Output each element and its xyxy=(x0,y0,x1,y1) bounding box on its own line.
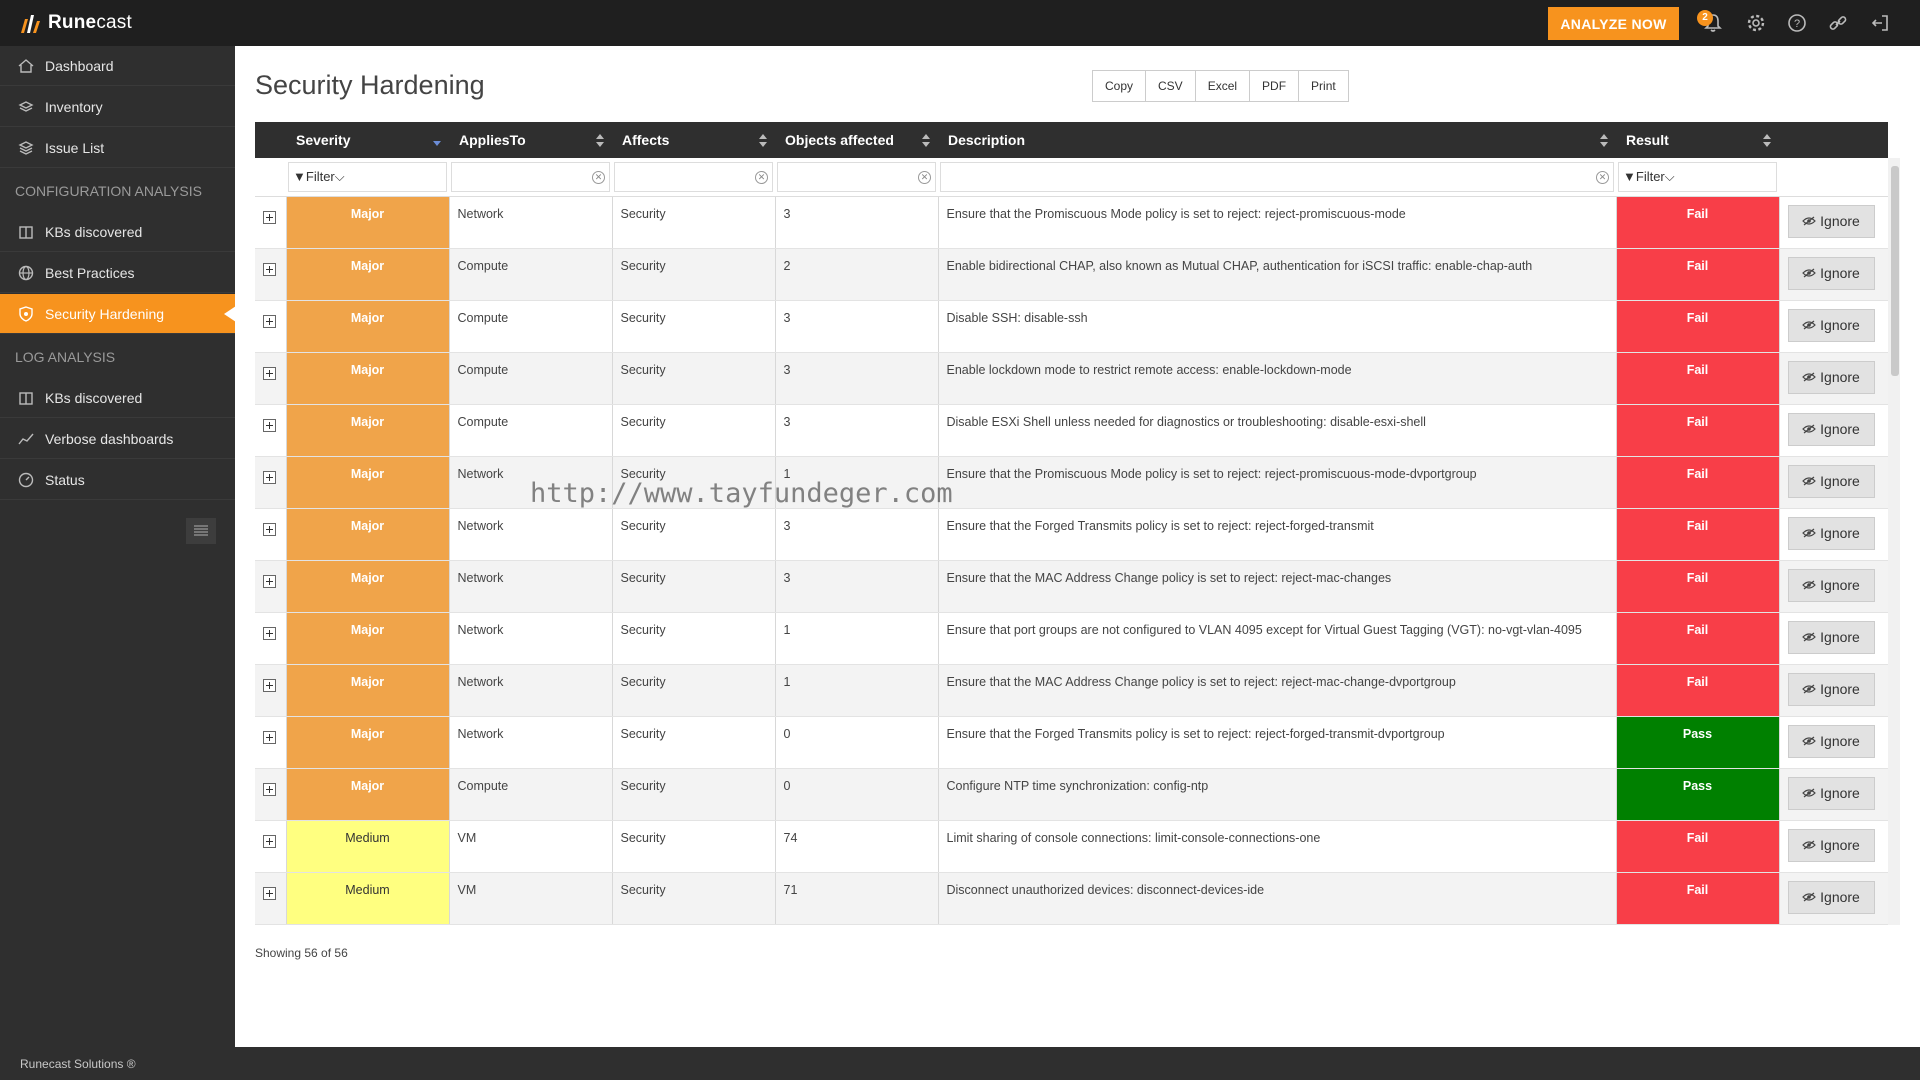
result-cell: Fail xyxy=(1616,248,1779,300)
footer xyxy=(0,1047,1920,1080)
appliesto-filter-input[interactable] xyxy=(451,162,610,192)
expand-row-icon[interactable] xyxy=(263,211,276,224)
appliesto-filter-cell xyxy=(449,158,612,196)
link-icon[interactable] xyxy=(1827,12,1849,34)
column-header-objects-affected[interactable]: Objects affected xyxy=(775,122,938,158)
action-cell xyxy=(1779,456,1888,508)
description-cell: Configure NTP time synchronization: config-ntp xyxy=(938,768,1616,820)
appliesto-cell: Compute xyxy=(449,300,612,352)
appliesto-cell: Network xyxy=(449,612,612,664)
result-cell: Fail xyxy=(1616,820,1779,872)
ignore-button-label: Ignore xyxy=(1820,473,1860,489)
description-cell: Enable bidirectional CHAP, also known as Mutual CHAP, authentication for iSCSI traffic: enable-chap-auth xyxy=(938,248,1616,300)
description-cell: Disconnect unauthorized devices: disconnect-devices-ide xyxy=(938,872,1616,924)
appliesto-cell: Compute xyxy=(449,248,612,300)
eye-slash-icon xyxy=(1802,528,1816,538)
appliesto-cell: Compute xyxy=(449,352,612,404)
eye-slash-icon xyxy=(1802,632,1816,642)
eye-slash-icon xyxy=(1802,892,1816,902)
objects-affected-cell: 0 xyxy=(775,768,938,820)
sidebar xyxy=(0,46,235,1047)
table-row xyxy=(255,300,1888,352)
pdf-button[interactable]: PDF xyxy=(1249,70,1299,102)
ignore-button[interactable] xyxy=(1788,621,1875,654)
column-header-description[interactable]: Description xyxy=(938,122,1616,158)
ignore-button-label: Ignore xyxy=(1820,629,1860,645)
appliesto-cell: Network xyxy=(449,664,612,716)
result-cell: Fail xyxy=(1616,664,1779,716)
sort-icon xyxy=(759,134,767,147)
expand-row-icon[interactable] xyxy=(263,679,276,692)
eye-slash-icon xyxy=(1802,840,1816,850)
severity-cell: Major xyxy=(286,196,449,248)
affects-cell: Security xyxy=(612,664,775,716)
severity-cell: Medium xyxy=(286,820,449,872)
clear-filter-icon[interactable]: ✕ xyxy=(1596,171,1609,184)
ignore-button[interactable] xyxy=(1788,725,1875,758)
result-cell: Fail xyxy=(1616,300,1779,352)
objects-affected-cell: 3 xyxy=(775,352,938,404)
ignore-button[interactable] xyxy=(1788,309,1875,342)
notification-badge: 2 xyxy=(1697,10,1713,26)
eye-slash-icon xyxy=(1802,424,1816,434)
top-bar xyxy=(0,0,1920,46)
affects-filter-input[interactable] xyxy=(614,162,773,192)
ignore-button-label: Ignore xyxy=(1820,733,1860,749)
expand-cell xyxy=(255,664,286,716)
result-filter-cell xyxy=(1616,158,1779,196)
runecast-logo-icon xyxy=(18,11,42,35)
action-cell xyxy=(1779,612,1888,664)
action-cell xyxy=(1779,664,1888,716)
expand-cell xyxy=(255,612,286,664)
action-cell xyxy=(1779,560,1888,612)
action-cell xyxy=(1779,196,1888,248)
eye-slash-icon xyxy=(1802,736,1816,746)
expand-cell xyxy=(255,352,286,404)
sort-icon xyxy=(596,134,604,147)
table-scrollbar-thumb[interactable] xyxy=(1891,166,1899,376)
expand-row-icon[interactable] xyxy=(263,523,276,536)
sidebar-item-issue-list[interactable] xyxy=(0,128,235,168)
expand-row-icon[interactable] xyxy=(263,627,276,640)
inventory-icon xyxy=(17,98,35,116)
clear-filter-icon[interactable]: ✕ xyxy=(592,171,605,184)
affects-cell: Security xyxy=(612,352,775,404)
severity-cell: Medium xyxy=(286,872,449,924)
table-row xyxy=(255,508,1888,560)
objects-affected-cell: 3 xyxy=(775,404,938,456)
affects-cell: Security xyxy=(612,300,775,352)
chart-line-icon xyxy=(17,430,35,448)
runecast-logo[interactable] xyxy=(18,10,132,36)
severity-cell: Major xyxy=(286,456,449,508)
ignore-button[interactable] xyxy=(1788,673,1875,706)
appliesto-cell: Network xyxy=(449,508,612,560)
objects-affected-cell: 71 xyxy=(775,872,938,924)
clear-filter-icon[interactable]: ✕ xyxy=(755,171,768,184)
sidebar-item-best-practices[interactable] xyxy=(0,253,235,293)
description-cell: Ensure that the Forged Transmits policy is set to reject: reject-forged-transmit-dvportgroup xyxy=(938,716,1616,768)
expand-column-header xyxy=(255,122,286,158)
eye-slash-icon xyxy=(1802,580,1816,590)
result-cell: Fail xyxy=(1616,872,1779,924)
expand-row-icon[interactable] xyxy=(263,315,276,328)
result-cell: Fail xyxy=(1616,560,1779,612)
action-cell xyxy=(1779,352,1888,404)
filter-row xyxy=(255,158,1888,196)
sidebar-item-label: Security Hardening xyxy=(45,305,165,322)
action-cell xyxy=(1779,716,1888,768)
expand-cell xyxy=(255,872,286,924)
table-row xyxy=(255,404,1888,456)
eye-slash-icon xyxy=(1802,320,1816,330)
sidebar-item-security-hardening[interactable] xyxy=(0,294,235,334)
column-header-result[interactable]: Result xyxy=(1616,122,1779,158)
expand-row-icon[interactable] xyxy=(263,471,276,484)
ignore-button[interactable] xyxy=(1788,517,1875,550)
objects-affected-cell: 3 xyxy=(775,508,938,560)
logout-icon[interactable] xyxy=(1869,12,1891,34)
action-cell xyxy=(1779,872,1888,924)
action-cell xyxy=(1779,300,1888,352)
severity-cell: Major xyxy=(286,664,449,716)
affects-filter-cell xyxy=(612,158,775,196)
expand-cell xyxy=(255,404,286,456)
excel-button[interactable]: Excel xyxy=(1195,70,1250,102)
column-header-appliesto[interactable]: AppliesTo xyxy=(449,122,612,158)
result-filter-dropdown[interactable]: ▼Filter⌵ xyxy=(1618,162,1777,192)
appliesto-cell: Network xyxy=(449,716,612,768)
severity-cell: Major xyxy=(286,352,449,404)
expand-row-icon[interactable] xyxy=(263,887,276,900)
gauge-icon xyxy=(17,471,35,489)
table-row xyxy=(255,872,1888,924)
affects-cell: Security xyxy=(612,612,775,664)
home-icon xyxy=(17,57,35,75)
ignore-button[interactable] xyxy=(1788,777,1875,810)
eye-slash-icon xyxy=(1802,684,1816,694)
expand-cell xyxy=(255,560,286,612)
description-cell: Ensure that the MAC Address Change policy is set to reject: reject-mac-change-dvportgroup xyxy=(938,664,1616,716)
affects-cell: Security xyxy=(612,248,775,300)
book-icon xyxy=(17,223,35,241)
ignore-button[interactable] xyxy=(1788,413,1875,446)
description-cell: Ensure that the MAC Address Change policy is set to reject: reject-mac-changes xyxy=(938,560,1616,612)
expand-cell xyxy=(255,196,286,248)
ignore-button-label: Ignore xyxy=(1820,317,1860,333)
actions-column-header xyxy=(1779,122,1888,158)
eye-slash-icon xyxy=(1802,216,1816,226)
result-cell: Fail xyxy=(1616,352,1779,404)
table-row xyxy=(255,456,1888,508)
ignore-button-label: Ignore xyxy=(1820,889,1860,905)
ignore-button[interactable] xyxy=(1788,205,1875,238)
eye-slash-icon xyxy=(1802,372,1816,382)
appliesto-cell: VM xyxy=(449,872,612,924)
description-cell: Ensure that the Promiscuous Mode policy is set to reject: reject-promiscuous-mode-dvportgroup xyxy=(938,456,1616,508)
appliesto-cell: Network xyxy=(449,456,612,508)
globe-icon xyxy=(17,264,35,282)
objects-affected-cell: 3 xyxy=(775,560,938,612)
objects-affected-cell: 1 xyxy=(775,456,938,508)
description-cell: Enable lockdown mode to restrict remote access: enable-lockdown-mode xyxy=(938,352,1616,404)
action-cell xyxy=(1779,768,1888,820)
security-hardening-table xyxy=(255,122,1888,925)
ignore-button[interactable] xyxy=(1788,569,1875,602)
sidebar-collapse-button[interactable] xyxy=(186,518,216,544)
copy-button[interactable]: Copy xyxy=(1092,70,1146,102)
csv-button[interactable]: CSV xyxy=(1145,70,1196,102)
severity-cell: Major xyxy=(286,300,449,352)
table-row xyxy=(255,820,1888,872)
footer-copyright: Runecast Solutions ® xyxy=(20,1057,136,1071)
expand-cell xyxy=(255,508,286,560)
sidebar-item-label: KBs discovered xyxy=(45,223,143,240)
severity-cell: Major xyxy=(286,248,449,300)
svg-text:?: ? xyxy=(1793,18,1801,30)
eye-slash-icon xyxy=(1802,788,1816,798)
ignore-button-label: Ignore xyxy=(1820,421,1860,437)
severity-cell: Major xyxy=(286,404,449,456)
result-cell: Pass xyxy=(1616,716,1779,768)
section-log-analysis: LOG ANALYSIS xyxy=(15,349,116,365)
expand-cell xyxy=(255,456,286,508)
ignore-button[interactable] xyxy=(1788,361,1875,394)
objects-affected-cell: 3 xyxy=(775,300,938,352)
sort-desc-icon xyxy=(433,134,441,147)
ignore-button-label: Ignore xyxy=(1820,265,1860,281)
severity-cell: Major xyxy=(286,768,449,820)
sidebar-item-log-kbs-discovered[interactable] xyxy=(0,378,235,418)
ignore-button-label: Ignore xyxy=(1820,213,1860,229)
objects-filter-cell xyxy=(775,158,938,196)
description-cell: Disable SSH: disable-ssh xyxy=(938,300,1616,352)
result-cell: Fail xyxy=(1616,612,1779,664)
affects-cell: Security xyxy=(612,716,775,768)
table-row xyxy=(255,768,1888,820)
objects-filter-input[interactable] xyxy=(777,162,936,192)
ignore-button-label: Ignore xyxy=(1820,577,1860,593)
ignore-button[interactable] xyxy=(1788,257,1875,290)
filter-cell-empty xyxy=(1779,158,1888,196)
description-filter-input[interactable] xyxy=(940,162,1614,192)
gear-icon[interactable] xyxy=(1745,12,1767,34)
ignore-button-label: Ignore xyxy=(1820,525,1860,541)
expand-cell xyxy=(255,716,286,768)
sidebar-item-label: KBs discovered xyxy=(45,389,143,406)
table-row xyxy=(255,248,1888,300)
filter-cell-empty xyxy=(255,158,286,196)
affects-cell: Security xyxy=(612,456,775,508)
severity-cell: Major xyxy=(286,612,449,664)
shield-icon xyxy=(17,305,35,323)
expand-row-icon[interactable] xyxy=(263,731,276,744)
eye-slash-icon xyxy=(1802,476,1816,486)
expand-cell xyxy=(255,300,286,352)
sidebar-item-verbose-dashboards[interactable] xyxy=(0,419,235,459)
column-header-affects[interactable]: Affects xyxy=(612,122,775,158)
affects-cell: Security xyxy=(612,508,775,560)
table-status: Showing 56 of 56 xyxy=(255,946,348,960)
expand-cell xyxy=(255,768,286,820)
appliesto-cell: Network xyxy=(449,560,612,612)
table-row xyxy=(255,196,1888,248)
table-row xyxy=(255,716,1888,768)
sidebar-item-label: Best Practices xyxy=(45,264,135,281)
section-configuration-analysis: CONFIGURATION ANALYSIS xyxy=(15,183,202,199)
sort-icon xyxy=(1600,134,1608,147)
expand-row-icon[interactable] xyxy=(263,419,276,432)
objects-affected-cell: 2 xyxy=(775,248,938,300)
description-cell: Ensure that the Forged Transmits policy is set to reject: reject-forged-transmit xyxy=(938,508,1616,560)
main-content xyxy=(235,46,1920,1047)
description-cell: Limit sharing of console connections: limit-console-connections-one xyxy=(938,820,1616,872)
print-button[interactable]: Print xyxy=(1298,70,1349,102)
expand-row-icon[interactable] xyxy=(263,835,276,848)
menu-lines-icon xyxy=(186,518,216,544)
book-icon xyxy=(17,389,35,407)
sidebar-item-inventory[interactable] xyxy=(0,87,235,127)
severity-cell: Major xyxy=(286,508,449,560)
layers-icon xyxy=(17,139,35,157)
result-cell: Fail xyxy=(1616,456,1779,508)
sort-icon xyxy=(922,134,930,147)
affects-cell: Security xyxy=(612,768,775,820)
ignore-button[interactable] xyxy=(1788,829,1875,862)
ignore-button-label: Ignore xyxy=(1820,681,1860,697)
ignore-button[interactable] xyxy=(1788,465,1875,498)
affects-cell: Security xyxy=(612,820,775,872)
expand-row-icon[interactable] xyxy=(263,367,276,380)
result-cell: Pass xyxy=(1616,768,1779,820)
appliesto-cell: Compute xyxy=(449,404,612,456)
sidebar-item-label: Verbose dashboards xyxy=(45,430,174,447)
description-filter-cell xyxy=(938,158,1616,196)
table-row xyxy=(255,664,1888,716)
expand-cell xyxy=(255,248,286,300)
action-cell xyxy=(1779,820,1888,872)
severity-cell: Major xyxy=(286,716,449,768)
table-row xyxy=(255,352,1888,404)
description-cell: Ensure that port groups are not configured to VLAN 4095 except for Virtual Guest Tagging (VGT): no-vgt-vlan-4095 xyxy=(938,612,1616,664)
objects-affected-cell: 0 xyxy=(775,716,938,768)
clear-filter-icon[interactable]: ✕ xyxy=(918,171,931,184)
result-cell: Fail xyxy=(1616,508,1779,560)
sidebar-item-label: Dashboard xyxy=(45,57,114,74)
objects-affected-cell: 1 xyxy=(775,664,938,716)
expand-cell xyxy=(255,820,286,872)
ignore-button-label: Ignore xyxy=(1820,837,1860,853)
sort-icon xyxy=(1763,134,1771,147)
sidebar-item-status[interactable] xyxy=(0,460,235,500)
app-name: Runecast xyxy=(48,12,132,33)
expand-row-icon[interactable] xyxy=(263,575,276,588)
severity-cell: Major xyxy=(286,560,449,612)
expand-row-icon[interactable] xyxy=(263,783,276,796)
help-icon[interactable] xyxy=(1786,12,1808,34)
severity-filter-dropdown[interactable]: ▼Filter⌵ xyxy=(288,162,447,192)
column-header-severity[interactable]: Severity xyxy=(286,122,449,158)
analyze-now-button[interactable]: ANALYZE NOW xyxy=(1548,7,1679,40)
table-row xyxy=(255,612,1888,664)
sidebar-item-dashboard[interactable] xyxy=(0,46,235,86)
sidebar-item-label: Issue List xyxy=(45,139,105,156)
sidebar-item-kbs-discovered[interactable] xyxy=(0,212,235,252)
objects-affected-cell: 1 xyxy=(775,612,938,664)
expand-row-icon[interactable] xyxy=(263,263,276,276)
description-cell: Disable ESXi Shell unless needed for diagnostics or troubleshooting: disable-esxi-shell xyxy=(938,404,1616,456)
export-buttons xyxy=(1093,70,1349,102)
affects-cell: Security xyxy=(612,872,775,924)
sidebar-item-label: Status xyxy=(45,471,85,488)
watermark-text: http://www.tayfundeger.com xyxy=(530,478,953,509)
result-cell: Fail xyxy=(1616,404,1779,456)
appliesto-cell: VM xyxy=(449,820,612,872)
ignore-button-label: Ignore xyxy=(1820,785,1860,801)
action-cell xyxy=(1779,248,1888,300)
action-cell xyxy=(1779,404,1888,456)
description-cell: Ensure that the Promiscuous Mode policy is set to reject: reject-promiscuous-mode xyxy=(938,196,1616,248)
objects-affected-cell: 74 xyxy=(775,820,938,872)
affects-cell: Security xyxy=(612,560,775,612)
result-cell: Fail xyxy=(1616,196,1779,248)
appliesto-cell: Compute xyxy=(449,768,612,820)
sidebar-item-label: Inventory xyxy=(45,98,103,115)
ignore-button-label: Ignore xyxy=(1820,369,1860,385)
objects-affected-cell: 3 xyxy=(775,196,938,248)
ignore-button[interactable] xyxy=(1788,881,1875,914)
affects-cell: Security xyxy=(612,196,775,248)
eye-slash-icon xyxy=(1802,268,1816,278)
appliesto-cell: Network xyxy=(449,196,612,248)
affects-cell: Security xyxy=(612,404,775,456)
action-cell xyxy=(1779,508,1888,560)
table-row xyxy=(255,560,1888,612)
severity-filter-cell xyxy=(286,158,449,196)
page-title: Security Hardening xyxy=(255,70,485,100)
